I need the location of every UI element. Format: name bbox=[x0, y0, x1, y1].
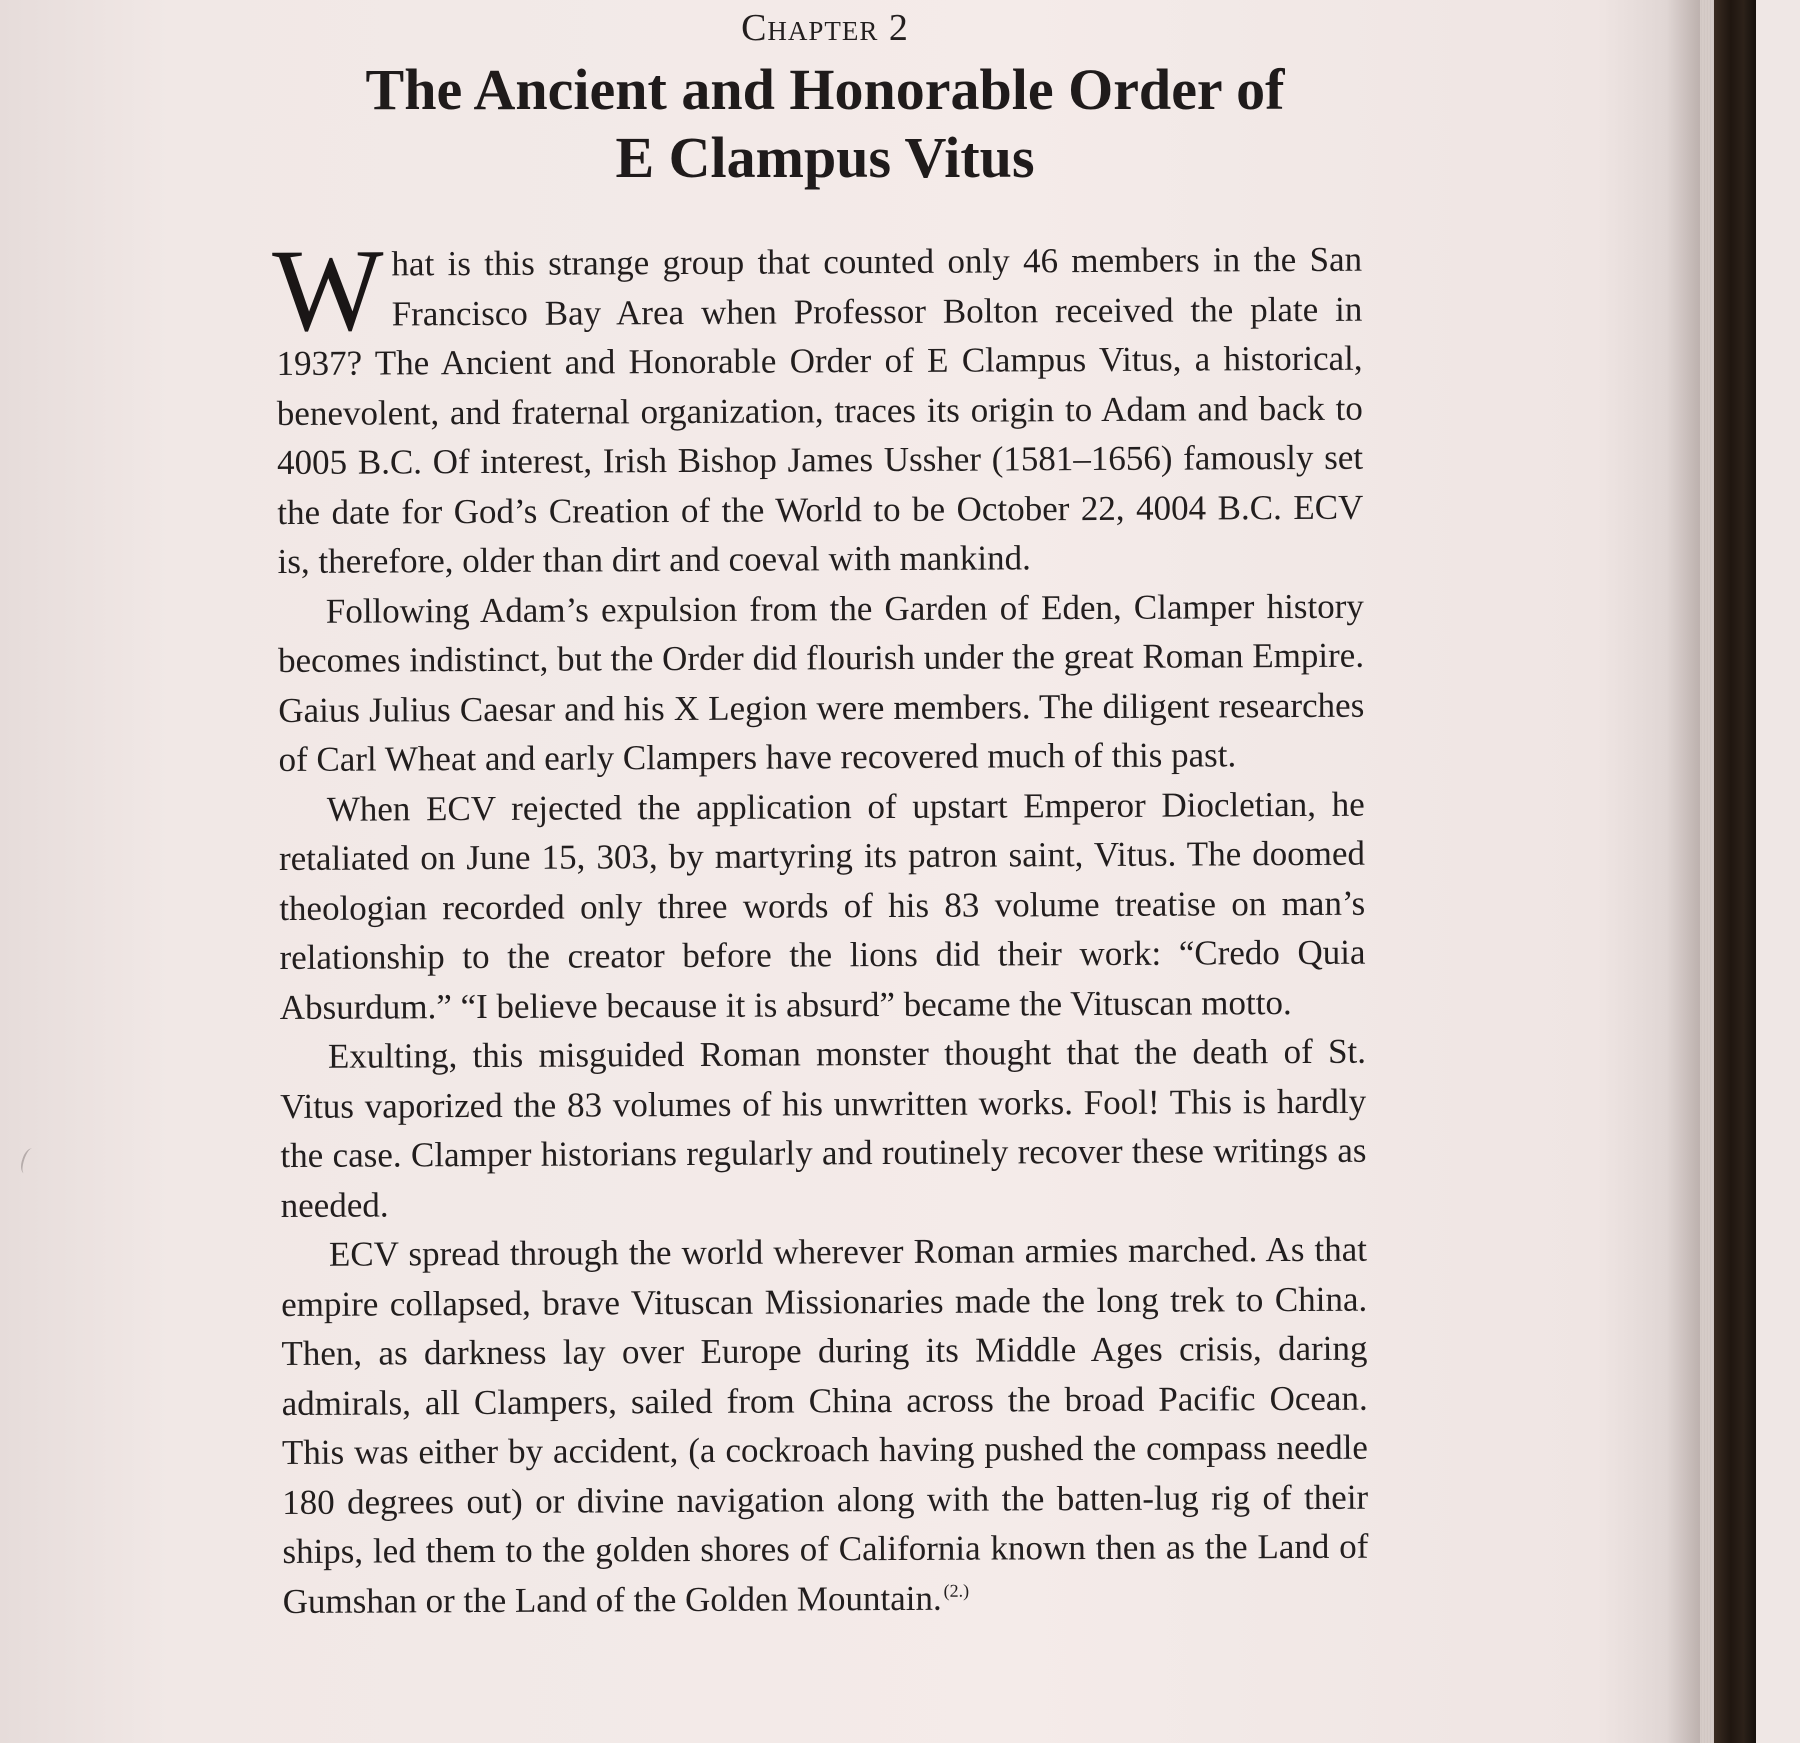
paragraph-5 bbox=[281, 1225, 1369, 1626]
book-cover-edge bbox=[1714, 0, 1756, 1743]
paragraph-4-text: Exulting, this misguided Roman monster thought that the death of St. Vitus vaporized the 83 volumes of his unwritten works. Fool! This is hardly the case. Clamper historians regularly and routinely recover these writings as needed. bbox=[280, 1031, 1367, 1225]
chapter-title-line-2: E Clampus Vitus bbox=[615, 125, 1035, 190]
page-gutter-shadow bbox=[1666, 0, 1700, 1743]
paragraph-3 bbox=[279, 779, 1366, 1032]
paragraph-2-text: Following Adam’s expulsion from the Garden of Eden, Clamper history becomes indistinct, but the Order did flourish under the great Roman Empire. Gaius Julius Caesar and his X Legion were members. The diligent researches of Carl Wheat and early Clampers have recovered much of this past. bbox=[277, 586, 1365, 779]
paragraph-1 bbox=[271, 224, 1364, 587]
paragraph-2 bbox=[278, 581, 1365, 784]
body-text bbox=[271, 224, 1369, 1626]
paragraph-1-text: hat is this strange group that counted only 46 members in the San Francisco Bay Area when Professor Bolton received the plate in 1937? The Ancient and Honorable Order of E Clampus Vitus, a historical, benevolent, and fraternal organization, traces its origin to Adam and back to 4005 B.C. Of interest, Irish Bishop James Ussher (1581–1656) famously set the date for God’s Creation of the World to be October 22, 4004 B.C. ECV is, therefore, older than dirt and coeval with mankind. bbox=[276, 239, 1364, 581]
footnote-marker: (2.) bbox=[943, 1580, 970, 1601]
chapter-title bbox=[0, 56, 1650, 192]
page-edges bbox=[1700, 0, 1714, 1743]
paragraph-4 bbox=[280, 1027, 1367, 1230]
paragraph-5-text: ECV spread through the world wherever Roman armies marched. As that empire collapsed, brave Vituscan Missionaries made the long trek to China. Then, as darkness lay over Europe during its Middle Ages crisis, daring admirals, all Clampers, sailed from China across the broad Pacific Ocean. This was either by accident, (a cockroach having pushed the compass needle 180 degrees out) or divine navigation along with the batten-lug rig of their ships, led them to the golden shores of California known then as the Land of Gumshan or the Land of the Golden Mountain. bbox=[281, 1229, 1369, 1621]
drop-cap: W bbox=[271, 224, 384, 357]
chapter-label: Chapter 2 bbox=[741, 7, 909, 49]
backdrop bbox=[1756, 0, 1800, 1743]
chapter-title-line-1: The Ancient and Honorable Order of bbox=[365, 57, 1285, 122]
paragraph-3-text: When ECV rejected the application of upstart Emperor Diocletian, he retaliated on June 15, 303, by martyring its patron saint, Vitus. The doomed theologian recorded only three words of his 83 volume treatise on man’s relationship to the creator before the lions did their work: “Credo Quia Absurdum.” “I believe because it is absurd” became the Vituscan motto. bbox=[278, 784, 1366, 1027]
